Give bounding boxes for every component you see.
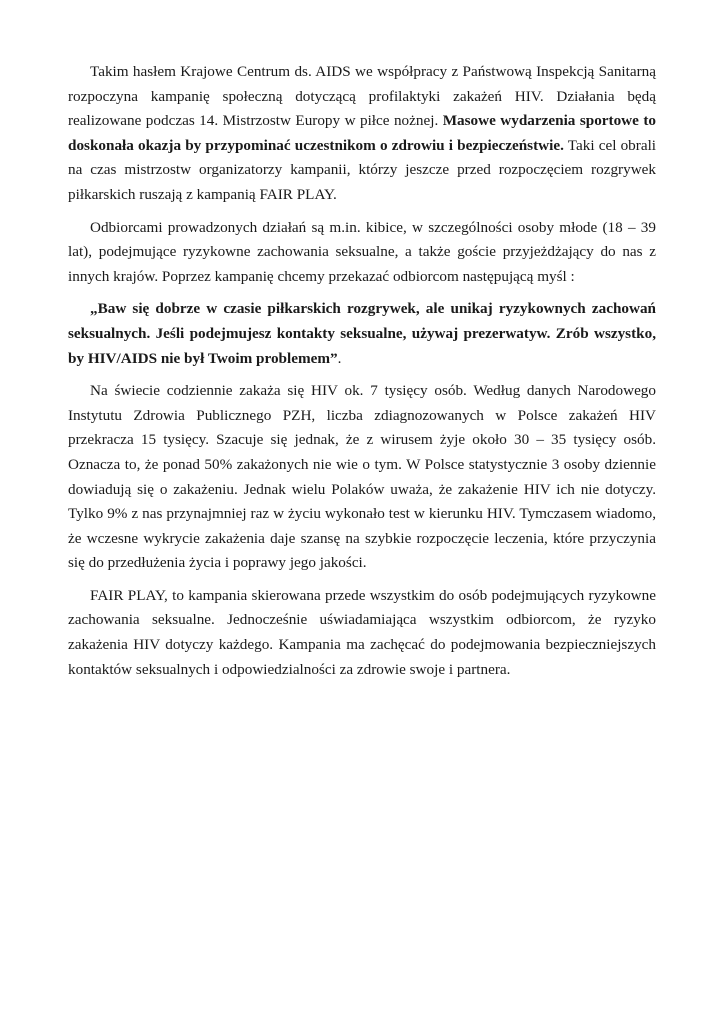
document-page [68,60,656,690]
text-segment: Odbiorcami prowadzonych działań są m.in. kibice, w szczególności osoby młode (18 – 39 lat), podejmujące ryzykowne zachowania seksualne, a także goście przyjeżdżający do nas z innych krajów. Poprzez kampanię chcemy przekazać odbiorcom następującą myśl : [68,218,656,285]
text-segment: . [337,349,342,367]
paragraph-fair-play-summary [68,584,656,682]
text-segment: Takim hasłem Krajowe Centrum ds. AIDS we współpracy z Państwową Inspekcją Sanitarną rozpoczyna kampanię społeczną dotyczącą profilaktyki zakażeń HIV. Działania będą realizowane podczas 14. Mistrzostw Europy w piłce nożnej. [68,63,656,130]
paragraph-target-audience [68,216,656,290]
bold-segment: „Baw się dobrze w czasie piłkarskich rozgrywek, ale unikaj ryzykownych zachowań seksualnych. Jeśli podejmujesz kontakty seksualne, używaj prezerwatyw. Zrób wszystko, by HIV/AIDS nie był Twoim problemem” [68,300,656,367]
bold-segment: Masowe wydarzenia sportowe to doskonała okazja by przypominać uczestnikom o zdrowiu i bezpieczeństwie. [68,112,656,154]
text-segment: Na świecie codziennie zakaża się HIV ok. 7 tysięcy osób. Według danych Narodowego Instytutu Zdrowia Publicznego PZH, liczba zdiagnozowanych w Polsce zakażeń HIV przekracza 15 tysięcy. Szacuje się jednak, że z wirusem żyje około 30 – 35 tysięcy osób. Oznacza to, że ponad 50% zakażonych nie wie o tym. W Polsce statystycznie 3 osoby dziennie dowiadują się o zakażeniu. Jednak wielu Polaków uważa, że zakażenie HIV ich nie dotyczy. Tylko 9% z nas przynajmniej raz w życiu wykonało test w kierunku HIV. Tymczasem wiadomo, że wczesne wykrycie zakażenia daje szansę na szybkie rozpoczęcie leczenia, które przyczynia się do przedłużenia życia i poprawy jego jakości. [68,382,656,572]
text-segment: FAIR PLAY, to kampania skierowana przede wszystkim do osób podejmujących ryzykowne zachowania seksualne. Jednocześnie uświadamiająca wszystkim odbiorcom, że ryzyko zakażenia HIV dotyczy każdego. Kampania ma zachęcać do podejmowania bezpieczniejszych kontaktów seksualnych i odpowiedzialności za zdrowie swoje i partnera. [68,586,656,678]
text-segment: Taki cel obrali na czas mistrzostw organizatorzy kampanii, którzy jeszcze przed rozpoczęciem rozgrywek piłkarskich ruszają z kampanią FAIR PLAY. [68,136,657,203]
paragraph-campaign-message [68,297,656,371]
paragraph-campaign-intro [68,60,656,208]
paragraph-hiv-statistics [68,379,656,576]
